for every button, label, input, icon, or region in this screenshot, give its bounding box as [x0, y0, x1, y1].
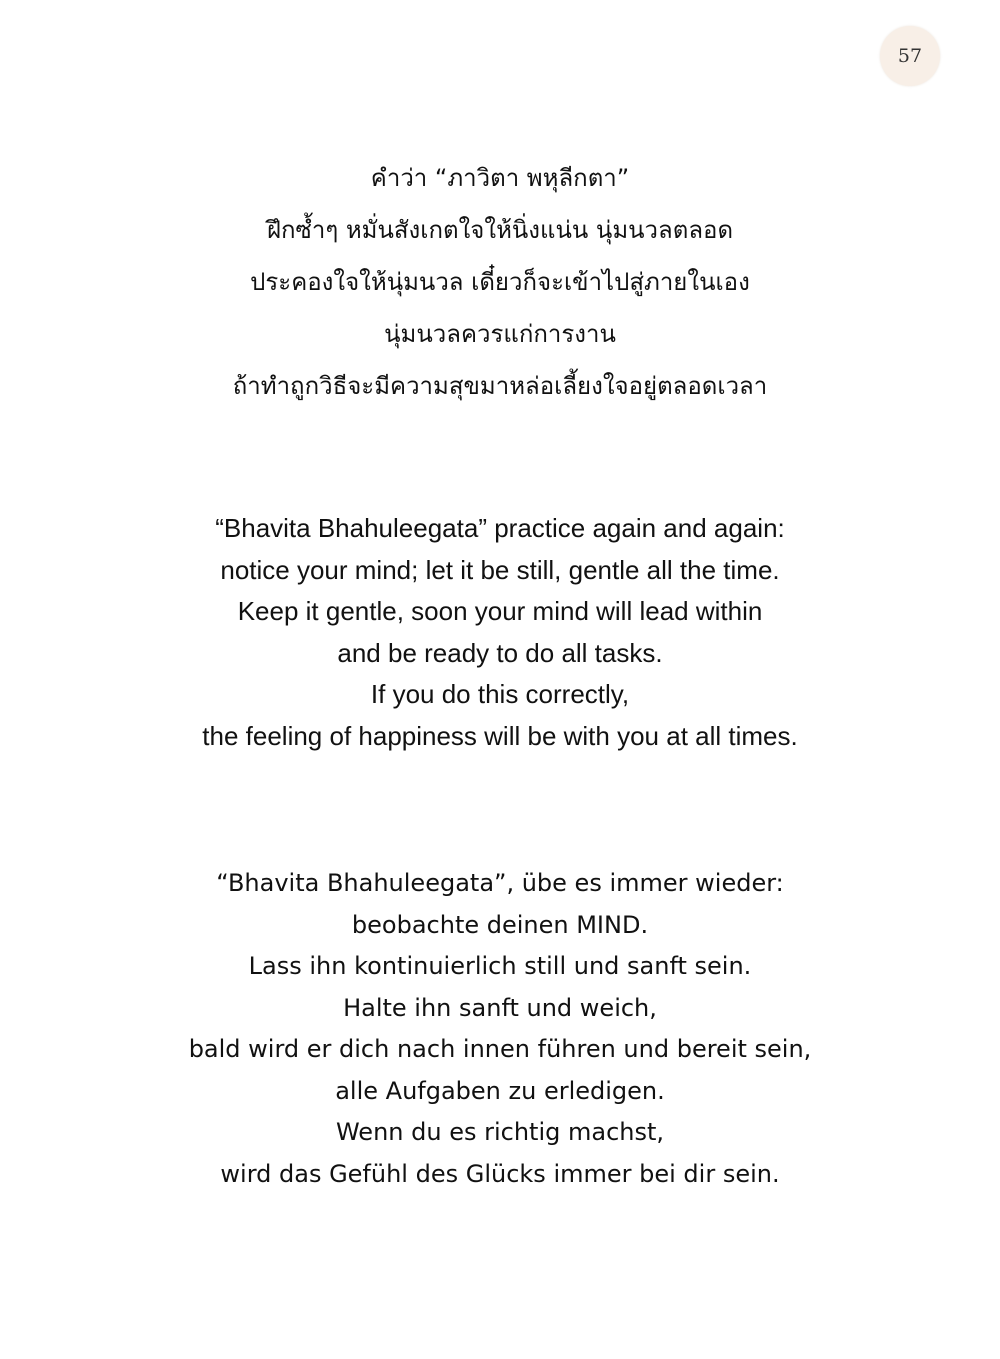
- english-line: If you do this correctly,: [370, 679, 630, 709]
- thai-line: คำว่า “ภาวิตา พหุลีกตา”: [370, 164, 630, 192]
- thai-line: ถ้าทำถูกวิธีจะมีความสุขมาหล่อเลี้ยงใจอยู่ตลอดเวลา: [232, 372, 768, 400]
- german-line: wird das Gefühl des Glücks immer bei dir sein.: [220, 1159, 780, 1188]
- thai-line: ฝึกซ้ำๆ หมั่นสังเกตใจให้นิ่งแน่น นุ่มนวลตลอด: [266, 216, 734, 244]
- page-number: 57: [880, 26, 940, 86]
- german-line: Wenn du es richtig machst,: [335, 1118, 665, 1146]
- german-line: alle Aufgaben zu erledigen.: [335, 1076, 665, 1105]
- thai-line: นุ่มนวลควรแก่การงาน: [384, 320, 616, 348]
- english-line: and be ready to do all tasks.: [337, 637, 663, 668]
- english-line: the feeling of happiness will be with you at all times.: [202, 720, 798, 751]
- english-verse: [0, 508, 1000, 757]
- thai-line: ประคองใจให้นุ่มนวล เดี๋ยวก็จะเข้าไปสู่ภายในเอง: [250, 268, 750, 296]
- german-line: Halte ihn sanft und weich,: [343, 993, 657, 1022]
- english-line: “Bhavita Bhahuleegata” practice again and again:: [215, 513, 785, 543]
- german-line: Lass ihn kontinuierlich still und sanft sein.: [248, 952, 752, 980]
- german-line: bald wird er dich nach innen führen und bereit sein,: [188, 1035, 812, 1063]
- english-line: Keep it gentle, soon your mind will lead within: [237, 596, 763, 626]
- thai-verse: [0, 152, 1000, 412]
- german-line: “Bhavita Bhahuleegata”, übe es immer wieder:: [216, 869, 784, 897]
- german-line: beobachte deinen MIND.: [351, 910, 649, 939]
- english-line: notice your mind; let it be still, gentle all the time.: [220, 554, 780, 585]
- german-verse: [0, 863, 1000, 1195]
